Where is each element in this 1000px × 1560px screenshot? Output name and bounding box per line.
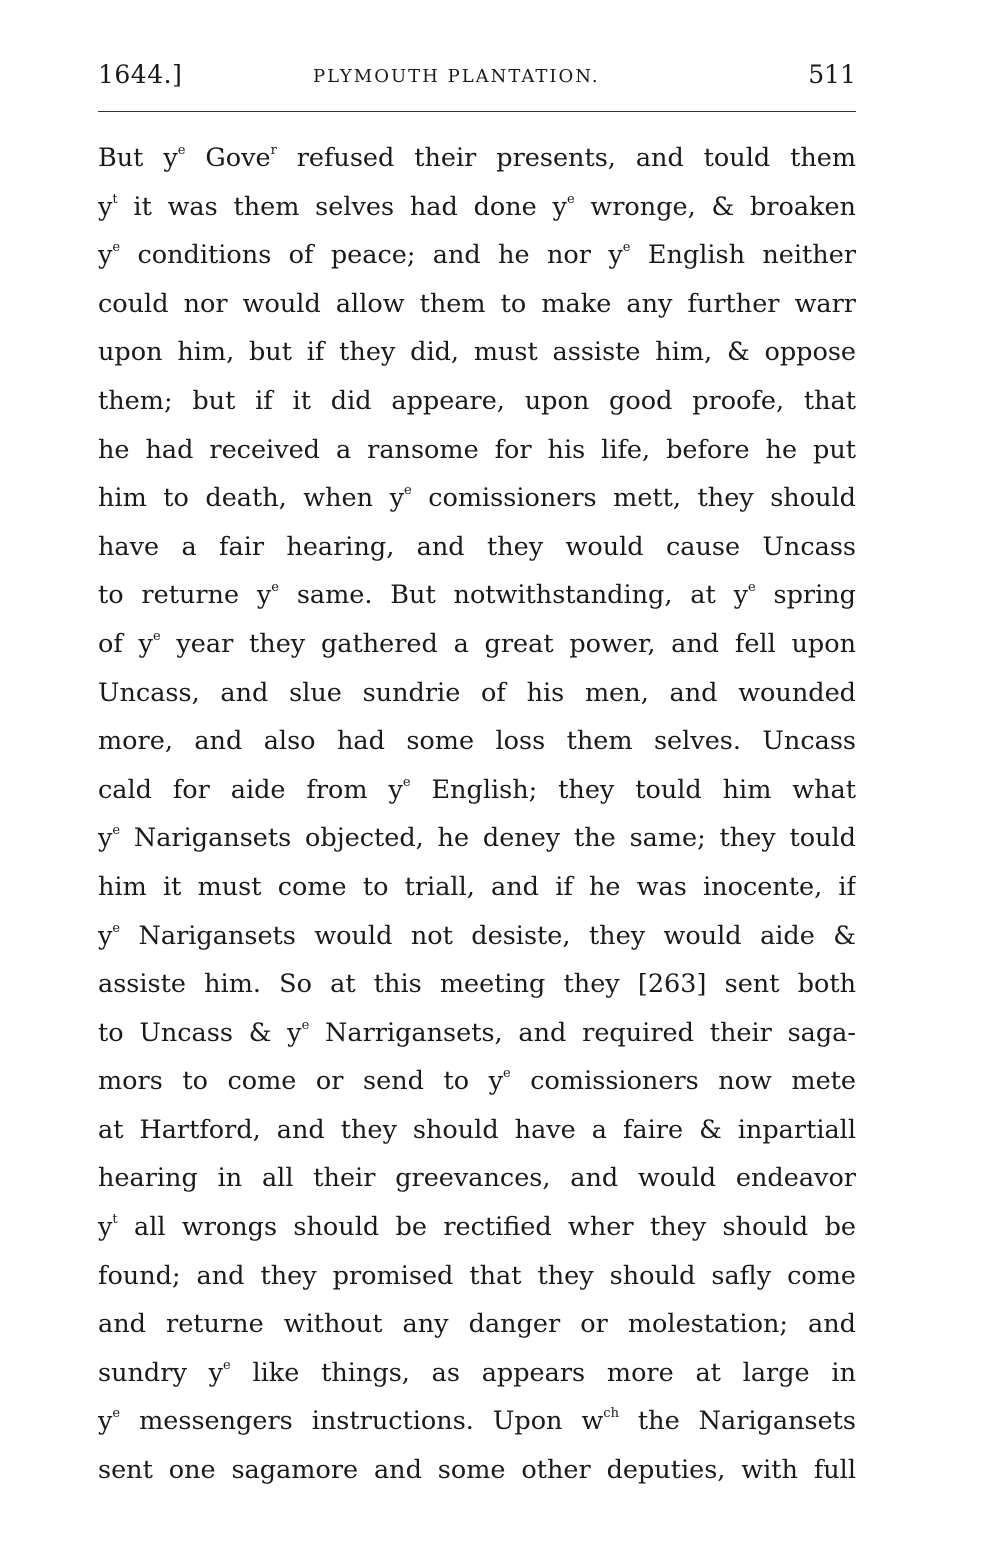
text-line: could nor would allow them to make any further warr (98, 288, 856, 319)
body-text (98, 134, 856, 1495)
text-line: to returne $y^e$ same. But notwithstanding, at $y^e$ spring (98, 580, 856, 611)
text-line: cald for aide from $y^e$ English; they tould him what (98, 774, 856, 805)
text-line: sundry $y^e$ like things, as appears more at large in (98, 1357, 856, 1388)
running-head (98, 58, 856, 92)
text-line: $y^e$ Narigansets objected, he deney the same; they tould (98, 823, 856, 854)
text-line: assiste him. So at this meeting they [263] sent both (98, 969, 856, 1000)
text-line: mors to come or send to $y^e$ comissioners now mete (98, 1066, 856, 1097)
text-line: he had received a ransome for his life, before he put (98, 434, 856, 465)
running-head-title: PLYMOUTH PLANTATION. (313, 66, 600, 87)
text-line: Uncass, and slue sundrie of his men, and wounded (98, 677, 856, 708)
text-line: him to death, when $y^e$ comissioners mett, they should (98, 483, 856, 514)
text-line: more, and also had some loss them selves. Uncass (98, 726, 856, 757)
header-rule (98, 111, 856, 112)
text-line: them; but if it did appeare, upon good proofe, that (98, 385, 856, 416)
text-line: and returne without any danger or molestation; and (98, 1309, 856, 1340)
text-line: $y^e$ messengers instructions. Upon $w^{ch}$ the Narigansets (98, 1406, 856, 1437)
running-head-year: 1644.] (98, 60, 183, 89)
text-line: $y^e$ Narigansets would not desiste, they would aide & (98, 920, 856, 951)
text-line: $y^e$ conditions of peace; and he nor $y^e$ English neither (98, 240, 856, 271)
text-line: hearing in all their greevances, and would endeavor (98, 1163, 856, 1194)
text-line: sent one sagamore and some other deputies, with full (98, 1455, 856, 1486)
page-number: 511 (808, 60, 856, 89)
text-line: $y^t$ all wrongs should be rectified wher they should be (98, 1212, 856, 1243)
text-line: of $y^e$ year they gathered a great power, and fell upon (98, 628, 856, 659)
text-line: $y^t$ it was them selves had done $y^e$ wronge, & broaken (98, 191, 856, 222)
text-line: him it must come to triall, and if he was inocente, if (98, 871, 856, 902)
text-line: have a fair hearing, and they would cause Uncass (98, 531, 856, 562)
text-line: upon him, but if they did, must assiste him, & oppose (98, 337, 856, 368)
text-line: to Uncass & $y^e$ Narrigansets, and required their saga- (98, 1017, 856, 1048)
text-line: found; and they promised that they should safly come (98, 1260, 856, 1291)
text-line: at Hartford, and they should have a faire & inpartiall (98, 1114, 856, 1145)
text-line: But $y^e$ Gove$^r$ refused their presents, and tould them (98, 143, 856, 173)
